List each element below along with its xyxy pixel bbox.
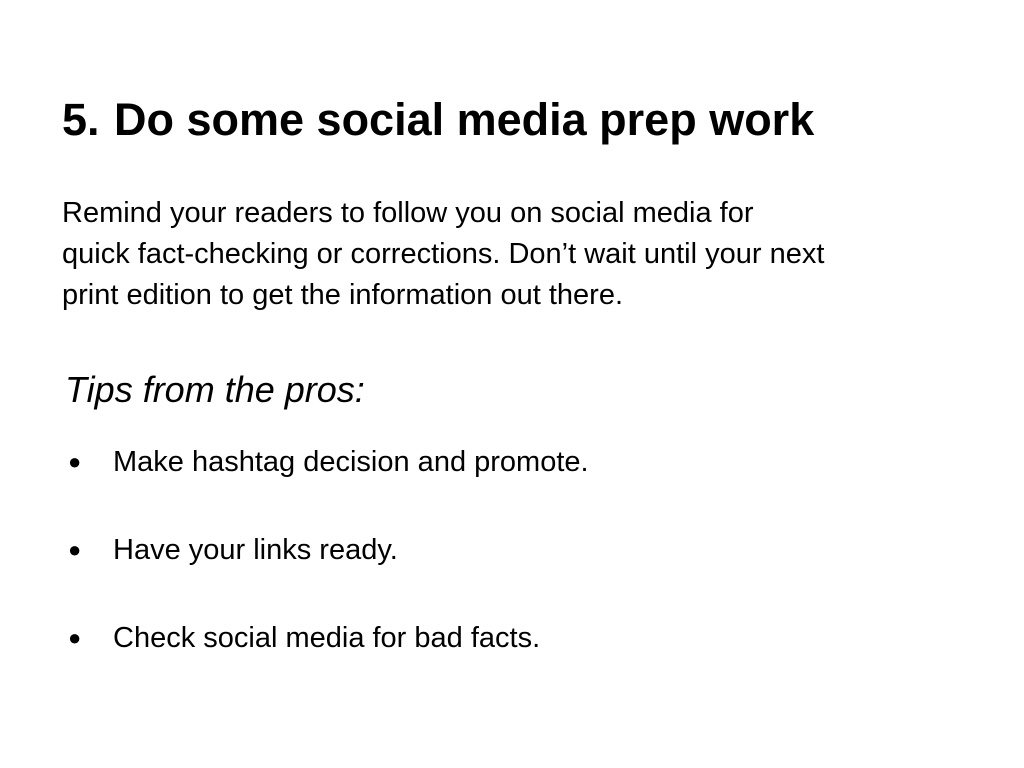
- tips-heading: Tips from the pros:: [65, 369, 365, 410]
- bullet-icon: ●: [68, 625, 82, 650]
- title-text: Do some social media prep work: [114, 94, 815, 145]
- body-line: print edition to get the information out there.: [62, 279, 624, 311]
- body-paragraph: [62, 193, 982, 316]
- slide-title: [62, 92, 814, 148]
- body-line: quick fact-checking or corrections. Don’t wait until your next: [62, 238, 825, 270]
- body-line: Remind your readers to follow you on social media for: [62, 197, 754, 229]
- title-number: 5.: [62, 94, 100, 145]
- tip-text: Have your links ready.: [113, 534, 398, 566]
- bullet-icon: ●: [68, 537, 82, 562]
- tip-text: Make hashtag decision and promote.: [113, 446, 589, 478]
- bullet-icon: ●: [68, 449, 82, 474]
- tip-text: Check social media for bad facts.: [113, 622, 541, 654]
